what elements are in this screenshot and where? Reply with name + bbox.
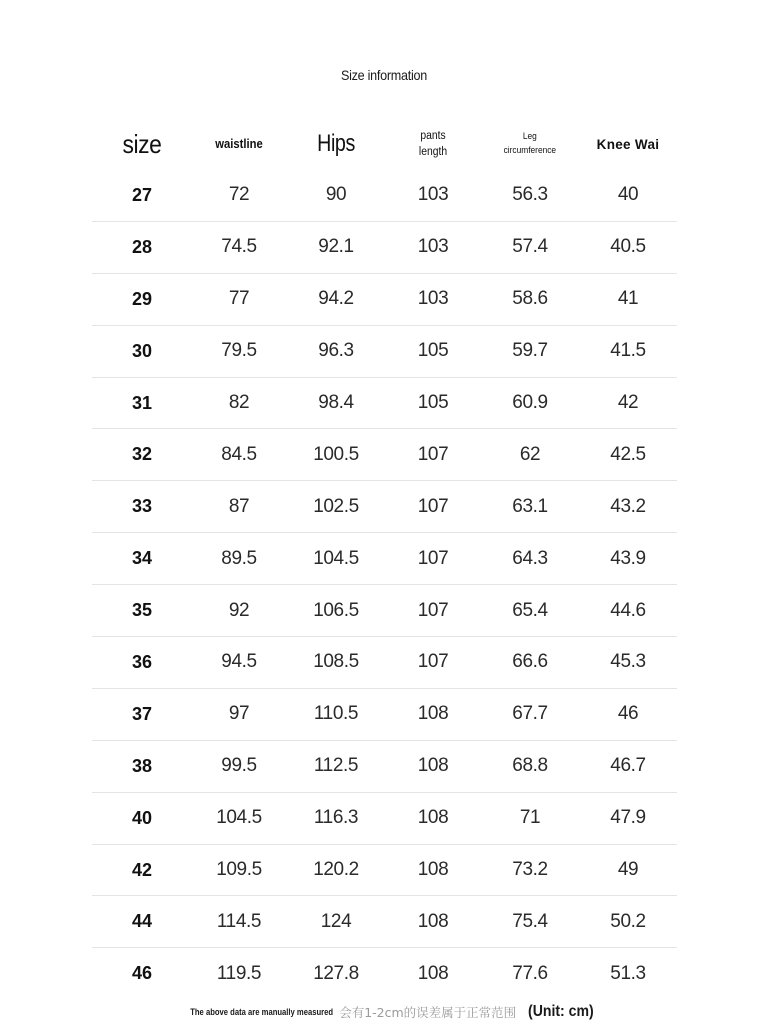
cell-knee: 43.9 [610,547,646,569]
cell-waistline: 82 [228,392,250,413]
cell-waistline: 109.5 [216,859,262,881]
table-header [92,118,677,170]
header-hips-cell [286,118,386,170]
cell-waistline: 99.5 [221,755,257,777]
cell-knee: 41.5 [610,340,646,362]
cell-waistline: 89.5 [221,547,257,569]
table-row [92,429,677,481]
cell-pants-length: 107 [417,651,449,673]
cell-leg-circumference: 75.4 [512,910,548,932]
cell-pants-length: 108 [417,962,449,984]
cell-size: 40 [131,807,153,828]
cell-pants-length: 103 [417,288,449,310]
header-leg-line1: Leg [523,131,537,142]
cell-waistline: 74.5 [221,236,257,258]
table-row [92,896,677,948]
table-row [92,326,677,378]
cell-leg-circumference: 67.7 [512,703,548,725]
cell-hips: 96.3 [318,340,354,362]
cell-leg-circumference: 63.1 [512,495,548,517]
cell-knee: 40.5 [610,236,646,258]
cell-hips: 124 [320,910,352,932]
cell-waistline: 104.5 [216,807,262,829]
size-table-body [92,170,677,999]
cell-hips: 127.8 [313,962,359,984]
cell-knee: 42 [617,392,639,413]
cell-waistline: 72 [228,184,250,206]
cell-size: 32 [131,444,153,465]
cell-size: 38 [131,755,153,776]
header-waistline: waistline [215,137,263,151]
cell-waistline: 79.5 [221,340,257,362]
cell-size: 44 [131,911,153,932]
cell-leg-circumference: 58.6 [512,288,548,310]
cell-size: 34 [131,548,153,569]
cell-waistline: 114.5 [216,910,262,932]
cell-knee: 46 [617,703,639,725]
table-row [92,845,677,897]
cell-hips: 98.4 [318,392,354,413]
cell-knee: 45.3 [610,651,646,673]
page-title: Size information [340,67,428,83]
cell-pants-length: 108 [417,859,449,881]
cell-knee: 49 [617,859,639,881]
cell-hips: 108.5 [313,651,359,673]
header-hips: Hips [317,130,355,157]
cell-hips: 92.1 [318,236,354,258]
cell-knee: 41 [617,288,639,310]
cell-size: 36 [131,651,153,672]
cell-pants-length: 103 [417,184,449,206]
cell-leg-circumference: 57.4 [512,236,548,258]
cell-pants-length: 107 [417,599,449,621]
cell-size: 31 [131,392,153,413]
footer-note [0,1003,768,1021]
table-row [92,170,677,222]
table-row [92,585,677,637]
cell-hips: 116.3 [313,807,359,829]
cell-size: 35 [131,600,153,621]
cell-size: 37 [131,703,153,724]
cell-pants-length: 108 [417,807,449,829]
footer-unit: (Unit: cm) [528,1003,594,1020]
cell-hips: 100.5 [313,443,359,465]
cell-knee: 40 [617,184,639,206]
cell-pants-length: 105 [417,392,449,413]
cell-leg-circumference: 66.6 [512,651,548,673]
cell-knee: 42.5 [610,443,646,465]
cell-waistline: 92 [228,599,250,621]
cell-waistline: 77 [228,288,250,310]
table-row [92,948,677,999]
cell-size: 27 [131,184,153,205]
cell-size: 42 [131,859,153,880]
cell-hips: 90 [325,184,347,206]
cell-leg-circumference: 65.4 [512,599,548,621]
header-pants-length-line1: pants [420,130,446,142]
table-row [92,741,677,793]
cell-hips: 94.2 [318,288,354,310]
cell-knee: 51.3 [610,962,646,984]
header-leg-circumference [480,118,580,170]
table-row [92,533,677,585]
cell-waistline: 84.5 [221,443,257,465]
table-row [92,274,677,326]
cell-leg-circumference: 77.6 [512,962,548,984]
cell-waistline: 94.5 [221,651,257,673]
cell-pants-length: 103 [417,236,449,258]
cell-size: 30 [131,340,153,361]
cell-waistline: 119.5 [216,962,262,984]
table-row [92,689,677,741]
cell-hips: 112.5 [313,755,359,777]
cell-pants-length: 108 [417,703,449,725]
cell-hips: 110.5 [313,703,359,725]
cell-knee: 50.2 [610,910,646,932]
header-knee: Knee Wai [596,136,660,152]
cell-leg-circumference: 73.2 [512,859,548,881]
cell-pants-length: 107 [417,495,449,517]
cell-leg-circumference: 62 [519,443,541,465]
cell-hips: 104.5 [313,547,359,569]
cell-leg-circumference: 64.3 [512,547,548,569]
cell-leg-circumference: 60.9 [512,392,548,413]
cell-knee: 44.6 [610,599,646,621]
cell-waistline: 87 [228,495,250,517]
cell-pants-length: 107 [417,547,449,569]
header-leg-line2: circumference [503,145,557,156]
cell-size: 28 [131,236,153,257]
cell-pants-length: 105 [417,340,449,362]
table-row [92,222,677,274]
cell-hips: 106.5 [313,599,359,621]
cell-leg-circumference: 56.3 [512,184,548,206]
cell-knee: 47.9 [610,807,646,829]
cell-pants-length: 108 [417,755,449,777]
header-pants-length-line2: length [418,146,448,158]
cell-pants-length: 107 [417,443,449,465]
cell-waistline: 97 [228,703,250,725]
cell-knee: 46.7 [610,755,646,777]
cell-hips: 102.5 [313,495,359,517]
cell-hips: 120.2 [313,859,359,881]
table-row [92,637,677,689]
cell-size: 46 [131,963,153,984]
cell-size: 33 [131,496,153,517]
header-size: size [122,128,162,159]
cell-pants-length: 108 [417,910,449,932]
header-pants-length [383,118,483,170]
table-row [92,481,677,533]
footer-note-zh: 会有1-2cm的误差属于正常范围 [339,1005,517,1020]
footer-note-en: The above data are manually measured [190,1007,334,1017]
cell-leg-circumference: 71 [519,807,541,829]
table-row [92,378,677,430]
cell-leg-circumference: 59.7 [512,340,548,362]
cell-leg-circumference: 68.8 [512,755,548,777]
cell-size: 29 [131,288,153,309]
cell-knee: 43.2 [610,495,646,517]
table-row [92,793,677,845]
